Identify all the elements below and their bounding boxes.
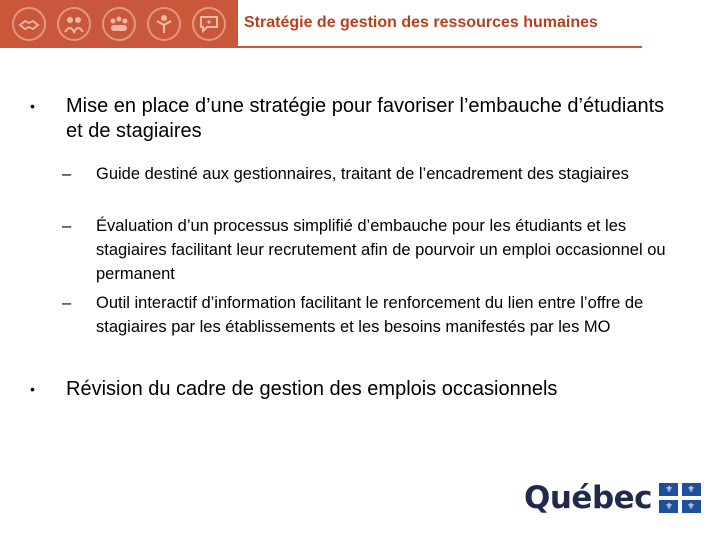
bullet-text: Révision du cadre de gestion des emplois occasionnels (66, 378, 558, 400)
dash-mark: – (62, 217, 72, 235)
title-underline (238, 46, 642, 48)
fleur-de-lys-icon: ⚜ (665, 501, 674, 511)
chat-icon (192, 7, 226, 41)
group-icon (102, 7, 136, 41)
flag-cross-vertical (678, 483, 682, 513)
bullet-item (30, 94, 666, 144)
slide-header (0, 0, 720, 48)
sub-item-text: Guide destiné aux gestionnaires, traitant de l’encadrement des stagiaires (96, 165, 629, 183)
sub-item-text: Outil interactif d’information facilitant le renforcement du lien entre l’offre de stagiaires par les établissements et les besoins manifestés par les MO (96, 294, 644, 336)
quebec-flag-icon (659, 483, 701, 513)
people-icon (57, 7, 91, 41)
dash-mark: – (62, 165, 72, 183)
person-icon (147, 7, 181, 41)
bullet-mark: • (30, 381, 35, 397)
fleur-de-lys-icon: ⚜ (665, 484, 674, 494)
bullet-text: Mise en place d’une stratégie pour favoriser l’embauche d’étudiants et de stagiaires (66, 95, 665, 142)
fleur-de-lys-icon: ⚜ (687, 501, 696, 511)
bullet-mark: • (30, 98, 35, 114)
dash-mark: – (62, 294, 72, 312)
fleur-de-lys-icon: ⚜ (687, 484, 696, 494)
handshake-icon (12, 7, 46, 41)
header-icon-band (0, 0, 238, 48)
sub-item (62, 291, 686, 339)
slide-title: Stratégie de gestion des ressources humaines (244, 14, 598, 31)
sub-item (62, 162, 686, 186)
sub-item (62, 214, 686, 286)
sub-item-text: Évaluation d’un processus simplifié d’embauche pour les étudiants et les stagiaires facilitant leur recrutement afin de pourvoir un emploi occasionnel ou permanent (96, 217, 666, 283)
quebec-logo (524, 480, 701, 516)
bullet-item (30, 377, 666, 402)
logo-wordmark: Québec (524, 480, 653, 516)
